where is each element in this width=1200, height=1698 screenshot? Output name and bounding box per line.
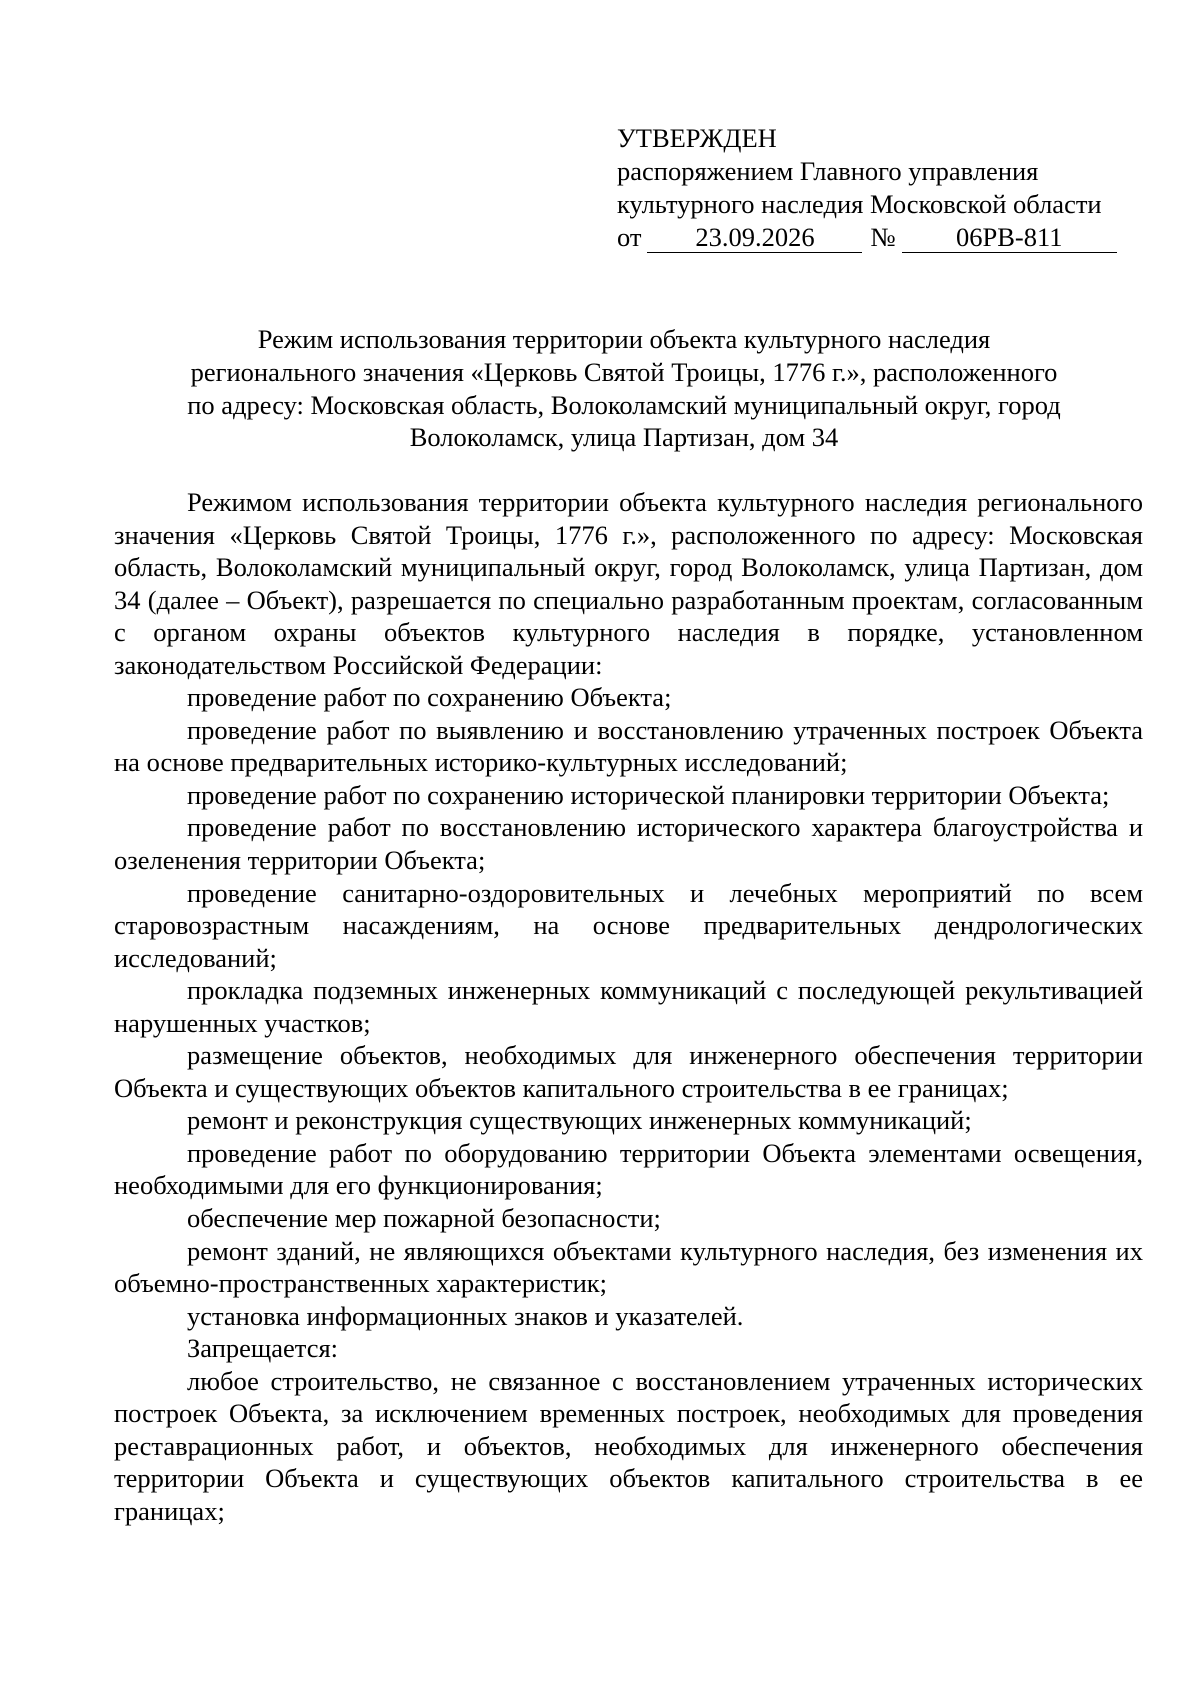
list-item: проведение работ по выявлению и восстановлению утраченных построек Объекта на основе предварительных историко-культурных исследований; <box>114 714 1143 778</box>
list-item: установка информационных знаков и указателей. <box>187 1300 744 1331</box>
list-item: проведение работ по сохранению Объекта; <box>187 682 672 713</box>
title-line: Волоколамск, улица Партизан, дом 34 <box>409 422 839 453</box>
document-body <box>114 486 1143 1528</box>
intro-paragraph: Режимом использования территории объекта культурного наследия регионального значения «Церковь Святой Троицы, 1776 г.», расположенного по адресу: Московская область, Волоколамский муниципальный округ, город Волоколамск, улица Партизан, дом 34 (далее – Объект), разрешается по специально разработанным проектам, согласованным с органом охраны объектов культурного наследия в порядке, установленном законодательством Российской Федерации: <box>114 487 1143 680</box>
list-item: прокладка подземных инженерных коммуникаций с последующей рекультивацией нарушенных участков; <box>114 975 1143 1038</box>
approval-date-line <box>617 221 1117 254</box>
approval-line-1: распоряжением Главного управления <box>617 156 1039 186</box>
list-item: размещение объектов, необходимых для инженерного обеспечения территории Объекта и существующих объектов капитального строительства в ее границах; <box>114 1040 1143 1103</box>
list-item: проведение работ по сохранению исторической планировки территории Объекта; <box>187 779 1110 810</box>
date-prefix: от <box>617 222 642 252</box>
title-line: Режим использования территории объекта культурного наследия <box>257 324 991 354</box>
approval-date: 23.09.2026 <box>647 222 862 253</box>
list-item: ремонт и реконструкция существующих инженерных коммуникаций; <box>187 1105 972 1136</box>
list-item: проведение работ по восстановлению исторического характера благоустройства и озеленения территории Объекта; <box>114 812 1143 876</box>
approval-block <box>617 122 1117 254</box>
list-item: проведение санитарно-оздоровительных и лечебных мероприятий по всем старовозрастным насаждениям, на основе предварительных дендрологических исследований; <box>114 877 1143 973</box>
prohibition-heading: Запрещается: <box>187 1333 339 1364</box>
number-sign: № <box>870 222 896 252</box>
list-item: любое строительство, не связанное с восстановлением утраченных исторических построек Объекта, за исключением временных построек, необходимых для проведения реставрационных работ, и объектов, необходимых для инженерного обеспечения территории Объекта и существующих объектов капитального строительства в ее границах; <box>114 1365 1143 1526</box>
approval-number: 06РВ-811 <box>902 222 1117 253</box>
title-line: по адресу: Московская область, Волоколамский муниципальный округ, город <box>187 389 1061 420</box>
document-title <box>110 323 1138 454</box>
list-item: обеспечение мер пожарной безопасности; <box>187 1203 661 1234</box>
approval-line-2: культурного наследия Московской области <box>617 189 1102 219</box>
list-item: ремонт зданий, не являющихся объектами культурного наследия, без изменения их объемно-пространственных характеристик; <box>114 1235 1143 1299</box>
title-line: регионального значения «Церковь Святой Троицы, 1776 г.», расположенного <box>190 356 1058 387</box>
approval-heading: УТВЕРЖДЕН <box>617 123 777 153</box>
list-item: проведение работ по оборудованию территории Объекта элементами освещения, необходимыми для его функционирования; <box>114 1137 1143 1201</box>
